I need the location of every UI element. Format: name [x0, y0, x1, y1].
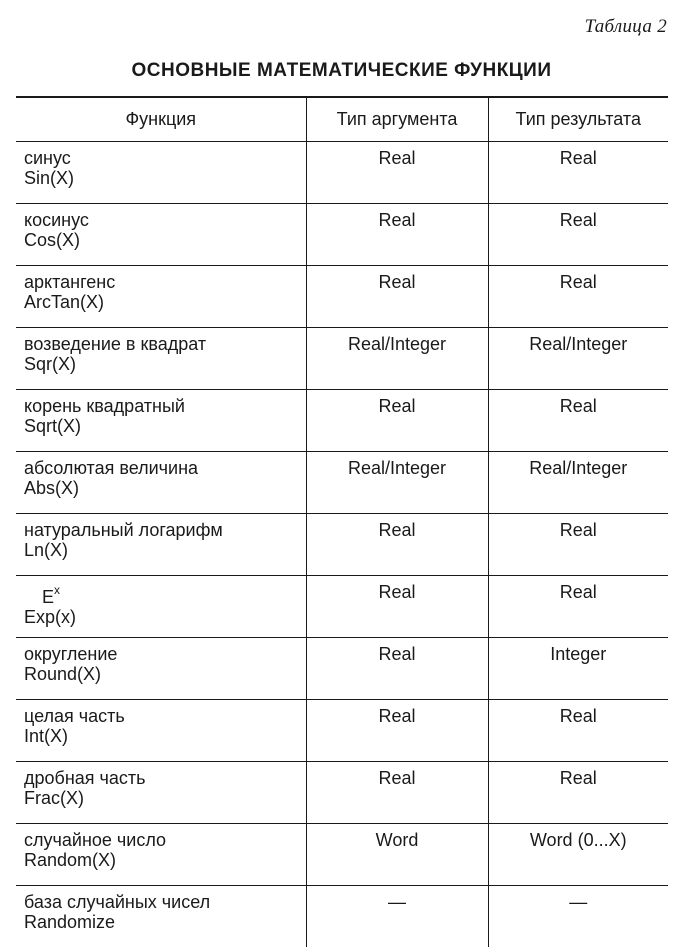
table-row [16, 700, 668, 762]
header-arg-type: Тип аргумента [306, 97, 488, 142]
function-name: база случайных чисел [24, 892, 306, 912]
result-type-cell: Real [488, 576, 668, 638]
function-cell [16, 514, 306, 576]
table-row [16, 452, 668, 514]
result-type-cell: Real [488, 762, 668, 824]
function-call: ArcTan(X) [24, 292, 306, 312]
result-type-cell: Real/Integer [488, 328, 668, 390]
function-call: Round(X) [24, 664, 306, 684]
arg-type-cell: Real [306, 390, 488, 452]
result-type-cell: Real [488, 514, 668, 576]
function-cell [16, 824, 306, 886]
table-row [16, 824, 668, 886]
arg-type-cell: Word [306, 824, 488, 886]
arg-type-cell: Real [306, 142, 488, 204]
function-call: Abs(X) [24, 478, 306, 498]
result-type-cell: Real [488, 204, 668, 266]
arg-type-cell: Real [306, 266, 488, 328]
function-name: натуральный логарифм [24, 520, 306, 540]
function-name: дробная часть [24, 768, 306, 788]
function-cell [16, 638, 306, 700]
table-row [16, 390, 668, 452]
header-result-type: Тип результата [488, 97, 668, 142]
table-row [16, 142, 668, 204]
table-number: Таблица 2 [585, 16, 667, 38]
arg-type-cell: Real [306, 514, 488, 576]
function-call: Sqrt(X) [24, 416, 306, 436]
function-name: целая часть [24, 706, 306, 726]
function-call: Frac(X) [24, 788, 306, 808]
function-cell [16, 700, 306, 762]
function-cell [16, 762, 306, 824]
function-call: Cos(X) [24, 230, 306, 250]
exp-base: E [42, 587, 54, 607]
function-cell [16, 266, 306, 328]
function-cell [16, 886, 306, 947]
function-cell [16, 328, 306, 390]
arg-type-cell: — [306, 886, 488, 947]
table-row [16, 514, 668, 576]
arg-type-cell: Real [306, 576, 488, 638]
table-row [16, 204, 668, 266]
result-type-cell: Real/Integer [488, 452, 668, 514]
result-type-cell: Integer [488, 638, 668, 700]
function-name [24, 582, 306, 607]
function-name: синус [24, 148, 306, 168]
arg-type-cell: Real/Integer [306, 328, 488, 390]
function-name: возведение в квадрат [24, 334, 306, 354]
header-row [16, 97, 668, 142]
function-cell [16, 576, 306, 638]
function-name: округление [24, 644, 306, 664]
result-type-cell: — [488, 886, 668, 947]
table-row [16, 638, 668, 700]
arg-type-cell: Real [306, 204, 488, 266]
table-row [16, 266, 668, 328]
function-cell [16, 390, 306, 452]
exp-superscript: x [54, 583, 60, 597]
arg-type-cell: Real [306, 700, 488, 762]
table-row [16, 576, 668, 638]
function-call: Exp(x) [24, 607, 306, 627]
function-name: косинус [24, 210, 306, 230]
result-type-cell: Real [488, 700, 668, 762]
function-cell [16, 142, 306, 204]
table-row [16, 762, 668, 824]
result-type-cell: Real [488, 390, 668, 452]
function-name: абсолютая величина [24, 458, 306, 478]
result-type-cell: Word (0...X) [488, 824, 668, 886]
function-name: корень квадратный [24, 396, 306, 416]
function-call: Int(X) [24, 726, 306, 746]
arg-type-cell: Real/Integer [306, 452, 488, 514]
arg-type-cell: Real [306, 638, 488, 700]
function-call: Ln(X) [24, 540, 306, 560]
math-functions-table [16, 96, 668, 947]
table-title: ОСНОВНЫЕ МАТЕМАТИЧЕСКИЕ ФУНКЦИИ [0, 60, 683, 82]
function-name: арктангенс [24, 272, 306, 292]
result-type-cell: Real [488, 266, 668, 328]
result-type-cell: Real [488, 142, 668, 204]
function-call: Sin(X) [24, 168, 306, 188]
function-call: Sqr(X) [24, 354, 306, 374]
function-call: Randomize [24, 912, 306, 932]
function-name: случайное число [24, 830, 306, 850]
function-call: Random(X) [24, 850, 306, 870]
function-cell [16, 204, 306, 266]
function-cell [16, 452, 306, 514]
table-row [16, 886, 668, 947]
header-function: Функция [16, 97, 306, 142]
arg-type-cell: Real [306, 762, 488, 824]
table-row [16, 328, 668, 390]
